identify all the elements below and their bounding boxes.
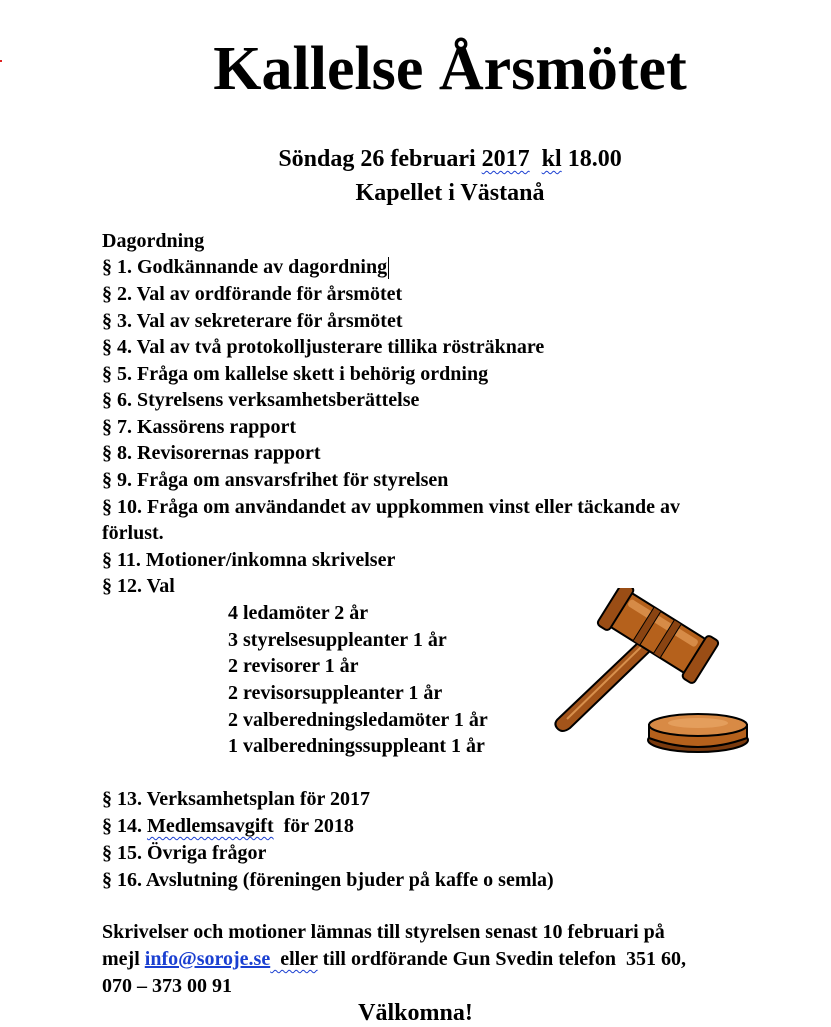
agenda-item-text: § 1. Godkännande av dagordning (102, 256, 388, 278)
gavel-icon (553, 588, 753, 758)
agenda-item: § 9. Fråga om ansvarsfrihet för styrelsen (102, 469, 449, 491)
date-sep (530, 146, 542, 172)
agenda-heading: Dagordning (102, 230, 205, 252)
val-item: 2 valberedningsledamöter 1 år (228, 709, 488, 731)
agenda-item: § 6. Styrelsens verksamhetsberättelse (102, 389, 420, 411)
agenda-item: § 16. Avslutning (föreningen bjuder på kaffe o semla) (102, 869, 554, 891)
agenda-item: § 7. Kassörens rapport (102, 416, 297, 438)
date-time: 18.00 (561, 146, 622, 172)
val-item: 3 styrelsesuppleanter 1 år (228, 629, 447, 651)
date-line (0, 146, 831, 173)
agenda-item: § 8. Revisorernas rapport (102, 442, 321, 464)
email-link[interactable]: info@soroje.se (144, 948, 271, 970)
location-line: Kapellet i Västanå (355, 180, 545, 206)
footer-line: 070 – 373 00 91 (102, 975, 232, 997)
item14-prefix: § 14. (102, 815, 147, 837)
agenda-item: § 10. Fråga om användandet av uppkommen vinst eller täckande av (102, 496, 681, 518)
footer-line (102, 947, 686, 971)
item14-word: Medlemsavgift (147, 815, 274, 837)
footer-eller: eller (270, 948, 318, 970)
val-item: 2 revisorsuppleanter 1 år (228, 682, 443, 704)
date-year: 2017 (481, 146, 530, 172)
date-kl: kl (541, 146, 562, 172)
item14-suffix: för 2018 (273, 815, 354, 837)
val-item: 1 valberedningssuppleant 1 år (228, 735, 485, 757)
agenda-item: § 2. Val av ordförande för årsmötet (102, 283, 403, 305)
page-title: Kallelse Årsmötet (213, 35, 687, 103)
agenda-item: § 13. Verksamhetsplan för 2017 (102, 788, 370, 810)
footer-mejl: mejl (102, 948, 145, 970)
val-item: 2 revisorer 1 år (228, 655, 359, 677)
agenda-item: § 11. Motioner/inkomna skrivelser (102, 549, 396, 571)
text-cursor (388, 257, 389, 279)
welcome-text: Välkomna! (358, 1000, 473, 1026)
footer-line: Skrivelser och motioner lämnas till styrelsen senast 10 februari på (102, 921, 665, 943)
agenda-item: § 12. Val (102, 575, 175, 597)
agenda-item-continued: förlust. (102, 522, 164, 544)
agenda-item: § 15. Övriga frågor (102, 842, 267, 864)
val-item: 4 ledamöter 2 år (228, 602, 369, 624)
date-prefix: Söndag 26 februari (278, 146, 482, 172)
agenda-item: § 4. Val av två protokolljusterare tillika rösträknare (102, 336, 545, 358)
agenda-item[interactable] (102, 255, 389, 279)
footer-rest: till ordförande Gun Svedin telefon 351 60, (317, 948, 686, 970)
agenda-item: § 5. Fråga om kallelse skett i behörig ordning (102, 363, 489, 385)
agenda-item: § 3. Val av sekreterare för årsmötet (102, 310, 403, 332)
agenda-item (102, 814, 354, 838)
